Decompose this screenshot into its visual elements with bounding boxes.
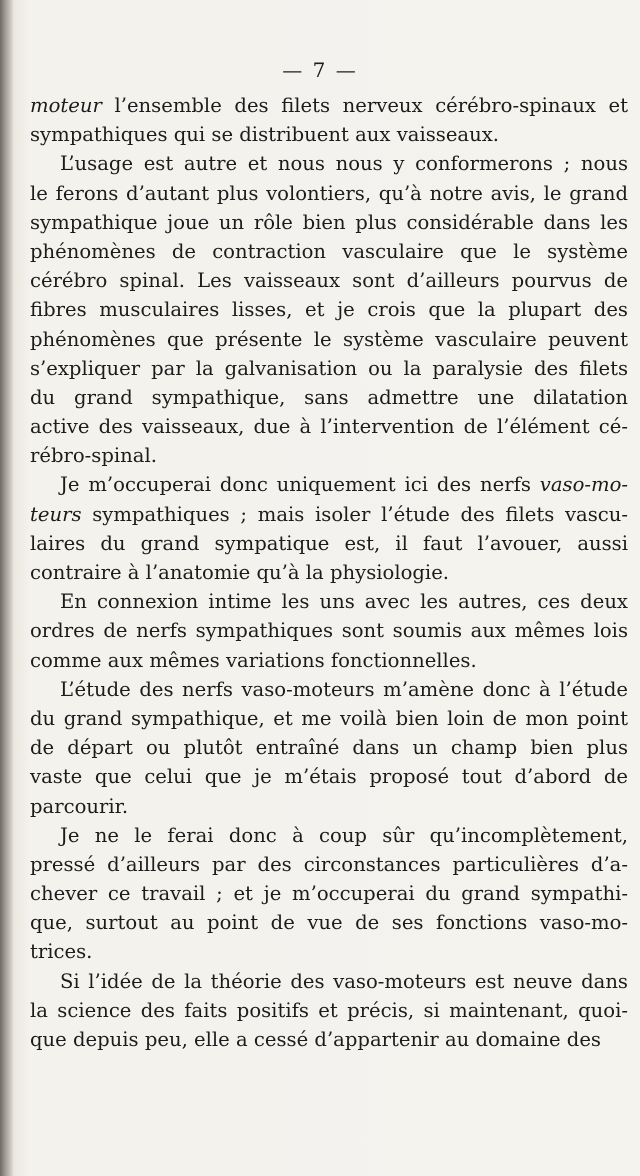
text-line	[30, 733, 628, 762]
line-text: du grand sympathique, sans admettre une dilatation	[30, 385, 628, 409]
line-text: ordres de nerfs sympathiques sont soumis aux mêmes lois	[30, 619, 628, 643]
page-number: — 7 —	[282, 58, 358, 82]
line-text: laires du grand sympatique est, il faut l’avouer, aussi	[30, 531, 628, 555]
line-text: du grand sympathique, et me voilà bien loin de mon point	[30, 706, 628, 730]
text-line	[30, 237, 628, 266]
text-line	[30, 558, 628, 587]
line-text: fibres musculaires lisses, et je crois que la plupart des	[30, 298, 628, 322]
text-line	[30, 295, 628, 324]
body-text	[30, 91, 628, 1054]
text-line	[30, 412, 628, 441]
line-text: En connexion intime les uns avec les autres, ces deux	[60, 590, 628, 614]
line-text: sympathique joue un rôle bien plus considérable dans les	[30, 210, 628, 234]
line-text: phénomènes que présente le système vasculaire peuvent	[30, 327, 628, 351]
text-line	[30, 91, 628, 120]
text-line	[30, 208, 628, 237]
text-line	[30, 354, 628, 383]
line-text: comme aux mêmes variations fonctionnelles.	[30, 648, 477, 672]
line-text: la science des faits positifs et précis, si maintenant, quoi-	[30, 998, 628, 1022]
line-text: contraire à l’anatomie qu’à la physiologie.	[30, 561, 450, 584]
binding-gutter-shadow	[0, 0, 14, 1176]
line-text: Je m’occuperai donc uniquement ici des nerfs	[60, 473, 540, 497]
line-text: L’étude des nerfs vaso-moteurs m’amène donc à l’étude	[60, 677, 628, 701]
line-text: Si l’idée de la théorie des vaso-moteurs est neuve dans	[60, 969, 628, 993]
line-text: trices.	[30, 940, 93, 964]
text-line	[30, 967, 628, 996]
text-line	[30, 470, 628, 499]
italic-term: vaso-mo-	[539, 473, 628, 497]
line-text: rébro-spinal.	[30, 444, 157, 468]
text-line	[30, 149, 628, 178]
line-text: parcourir.	[30, 794, 129, 818]
text-line	[30, 762, 628, 791]
line-text: le ferons d’autant plus volontiers, qu’à notre avis, le grand	[30, 181, 628, 205]
text-line	[30, 675, 628, 704]
line-text: cérébro spinal. Les vaisseaux sont d’ailleurs pourvus de	[30, 269, 628, 293]
line-text: chever ce travail ; et je m’occuperai du grand sympathi-	[30, 882, 628, 906]
line-text: sympathiques qui se distribuent aux vaisseaux.	[30, 123, 499, 147]
line-text: s’expliquer par la galvanisation ou la paralysie des filets	[30, 356, 628, 380]
line-text: l’ensemble des filets nerveux cérébro-spinaux et	[101, 94, 628, 117]
text-line	[30, 266, 628, 295]
line-text: pressé d’ailleurs par des circonstances particulières d’a-	[30, 852, 628, 876]
text-line	[30, 325, 628, 354]
text-line	[30, 646, 628, 675]
line-text: L’usage est autre et nous nous y conformerons ; nous	[60, 152, 628, 176]
text-line	[30, 821, 628, 850]
text-line	[30, 587, 628, 616]
text-line	[30, 616, 628, 645]
italic-term: moteur	[30, 94, 102, 117]
text-line	[30, 383, 628, 412]
text-line	[30, 792, 628, 821]
text-line	[30, 179, 628, 208]
text-line	[30, 500, 628, 529]
line-text: sympathiques ; mais isoler l’étude des filets vascu-	[81, 502, 628, 526]
text-line	[30, 937, 628, 966]
text-line	[30, 1025, 628, 1054]
text-line	[30, 704, 628, 733]
text-line	[30, 879, 628, 908]
line-text: Je ne le ferai donc à coup sûr qu’incomplètement,	[60, 823, 628, 847]
text-line	[30, 908, 628, 937]
text-line	[30, 850, 628, 879]
text-line	[30, 529, 628, 558]
line-text: active des vaisseaux, due à l’intervention de l’élément cé-	[30, 415, 628, 439]
text-line	[30, 441, 628, 470]
text-line	[30, 996, 628, 1025]
line-text: de départ ou plutôt entraîné dans un champ bien plus	[30, 736, 628, 760]
line-text: phénomènes de contraction vasculaire que le système	[30, 239, 628, 263]
text-line	[30, 120, 628, 149]
line-text: que depuis peu, elle a cessé d’appartenir au domaine des	[30, 1028, 601, 1051]
italic-term: teurs	[30, 502, 82, 526]
line-text: vaste que celui que je m’étais proposé tout d’abord de	[30, 765, 628, 789]
line-text: que, surtout au point de vue de ses fonctions vaso-mo-	[30, 911, 628, 935]
